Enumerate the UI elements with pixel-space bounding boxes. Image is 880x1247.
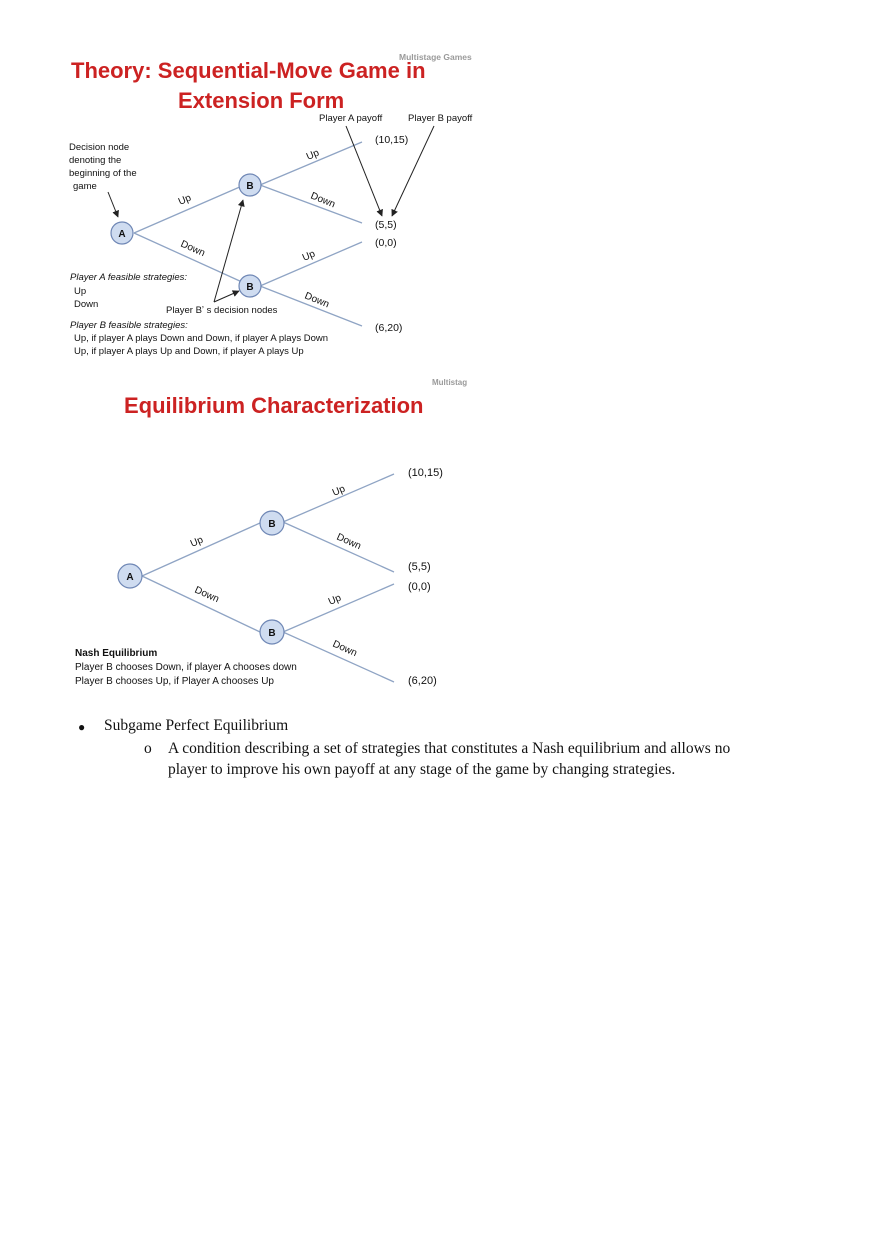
node-b-lower	[239, 275, 261, 297]
node-b-upper	[239, 174, 261, 196]
node-a-label: A	[118, 229, 126, 240]
player-b-strategy-2: Up, if player A plays Up and Down, if player A plays Up	[74, 346, 304, 357]
payoff-down-up: (0,0)	[408, 581, 431, 593]
player-b-decision-nodes-label: Player Bʼ s decision nodes	[166, 305, 278, 316]
edge-label-a-up: Up	[188, 534, 205, 550]
edge-label-b2-up: Up	[326, 592, 343, 608]
payoff-up-down: (5,5)	[408, 561, 431, 573]
player-a-strategies-heading: Player A feasible strategies:	[70, 272, 188, 283]
edge-b2-up	[283, 584, 394, 632]
slide-equilibrium-characterization	[64, 376, 494, 694]
payoff-up-up: (10,15)	[408, 467, 443, 479]
node-a	[111, 222, 133, 244]
payoff-up-up: (10,15)	[375, 134, 409, 146]
nash-line-1: Player B chooses Down, if player A chooses down	[75, 662, 297, 673]
edge-label-b2-down: Down	[330, 638, 359, 660]
annotation-player-a-payoff: Player A payoff	[319, 113, 383, 124]
notes-section	[78, 717, 818, 780]
node-b-upper-label: B	[246, 181, 254, 192]
player-a-strategy-down: Down	[74, 299, 99, 310]
node-a-label: A	[126, 572, 134, 583]
nash-equilibrium-heading: Nash Equilibrium	[75, 648, 158, 659]
bullet-subgame-perfect-equilibrium: Subgame Perfect Equilibrium	[104, 717, 289, 734]
slide-title: Equilibrium Characterization	[124, 393, 424, 418]
nash-line-2: Player B chooses Up, if Player A chooses Up	[75, 676, 274, 687]
payoff-down-up: (0,0)	[375, 237, 397, 249]
edge-label-b2-down: Down	[302, 290, 331, 311]
edge-label-b2-up: Up	[300, 248, 317, 264]
arrow-to-root	[108, 192, 118, 217]
edge-label-a-down: Down	[192, 584, 221, 606]
payoff-up-down: (5,5)	[375, 219, 397, 231]
slide-title-line2: Extension Form	[178, 88, 345, 113]
watermark: Multistag	[432, 378, 468, 387]
sub-bullet-line-2: player to improve his own payoff at any stage of the game by changing strategies.	[168, 761, 676, 778]
sub-bullet-text	[168, 738, 730, 780]
bullet-marker: ●	[78, 720, 86, 734]
watermark: Multistage Games	[399, 52, 472, 62]
edge-b1-down	[283, 522, 394, 572]
edge-label-b1-down: Down	[334, 531, 363, 553]
edge-label-b1-down: Down	[308, 190, 337, 211]
arrow-to-node-b-lower	[214, 291, 239, 302]
bullet-item	[78, 717, 818, 735]
edge-b1-down	[260, 185, 362, 223]
node-b-upper-label: B	[268, 519, 276, 530]
game-tree-diagram-1	[64, 46, 494, 364]
payoff-down-down: (6,20)	[375, 322, 403, 334]
edge-label-b1-up: Up	[304, 147, 321, 163]
slide-title-line1: Theory: Sequential-Move Game in	[71, 58, 426, 83]
edge-label-b1-up: Up	[330, 483, 347, 499]
player-b-strategy-1: Up, if player A plays Down and Down, if player A plays Down	[74, 333, 328, 344]
node-b-lower	[260, 620, 284, 644]
edge-label-a-up: Up	[176, 192, 193, 208]
annotation-player-b-payoff: Player B payoff	[408, 113, 473, 124]
player-b-strategies-heading: Player B feasible strategies:	[70, 320, 188, 331]
edge-a-up	[142, 523, 260, 576]
annotation-decision-node: Decision node denoting the beginning of the game	[69, 142, 137, 192]
edge-b1-up	[283, 474, 394, 522]
node-a	[118, 564, 142, 588]
slide-sequential-move-game	[64, 46, 494, 364]
sub-bullet-item	[144, 738, 818, 780]
node-b-lower-label: B	[246, 282, 254, 293]
edge-b1-up	[260, 142, 362, 185]
player-a-strategy-up: Up	[74, 286, 87, 297]
payoff-down-down: (6,20)	[408, 675, 437, 687]
node-b-lower-label: B	[268, 628, 276, 639]
edge-label-a-down: Down	[178, 238, 207, 260]
sub-bullet-marker: o	[144, 740, 152, 757]
game-tree-diagram-2	[64, 376, 494, 694]
node-b-upper	[260, 511, 284, 535]
sub-bullet-line-1: A condition describing a set of strategies that constitutes a Nash equilibrium and allows no	[168, 740, 731, 757]
edge-a-down	[142, 576, 260, 632]
